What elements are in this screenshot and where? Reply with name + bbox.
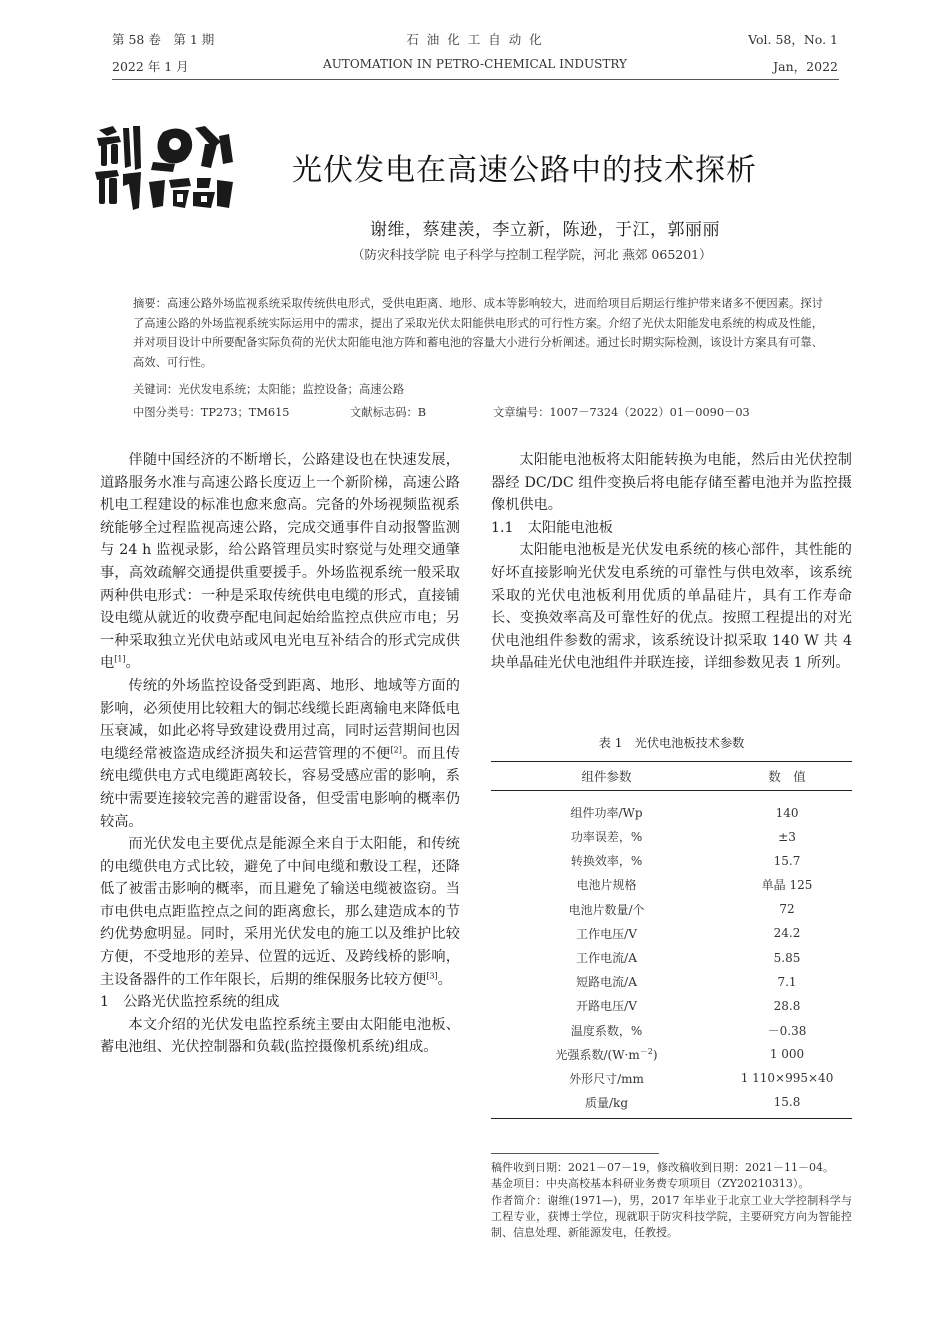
table-cell: 单晶 125 [761, 878, 813, 893]
table-cell: 质量/kg [491, 1091, 722, 1119]
abstract [133, 294, 823, 372]
art-value: 1007－7324（2022）01－0090－03 [549, 406, 750, 419]
doc-label: 文献标志码： [350, 406, 418, 419]
article-title: 光伏发电在高速公路中的技术探析 [292, 153, 757, 188]
author-affiliation: （防灾科技学院 电子科学与控制工程学院，河北 燕郊 065201） [352, 247, 712, 262]
table-caption: 表 1 光伏电池板技术参数 [598, 736, 745, 750]
table-cell [491, 1042, 722, 1066]
header-journal-cn: 石 油 化 工 自 动 化 [406, 32, 544, 47]
table-cell: 140 [775, 805, 799, 820]
footnote-rule [491, 1153, 659, 1154]
document-code [350, 404, 426, 420]
table-row [491, 921, 852, 945]
table-cell: 7.1 [777, 974, 797, 989]
table-cell: 开路电压/V [576, 999, 637, 1014]
table-cell: －0.38 [767, 1023, 807, 1038]
table-header-cell: 组件参数 [491, 762, 722, 791]
table-cell: 72 [779, 902, 795, 917]
table-row [491, 791, 852, 825]
abstract-text: 高速公路外场监视系统采取传统供电形式，受供电距离、地形、成本等影响较大，进而给项目后期运行维护带来诸多不便因素。探讨了高速公路的外场监视系统实际运用中的需求，提出了采取光伏太阳能供电形式的可行性方案。介绍了光伏太阳能发电系统的构成及性能，并对项目设计中所要配备实际负荷的光伏太阳能电池方阵和蓄电池的容量大小进行分析阐述。通过长时期实际检测，该设计方案具有可靠、高效、可行性。 [133, 297, 823, 369]
table-cell: 外形尺寸/mm [569, 1071, 644, 1086]
footnote [491, 1160, 852, 1241]
footnote-author-bio: 作者简介：谢维(1971—)，男，2017 年毕业于北京工业大学控制科学与工程专业，获博士学位，现就职于防灾科技学院，主要研究方向为智能控制、信息处理、新能源发电，任教授。 [491, 1193, 852, 1240]
paragraph [100, 675, 460, 833]
keywords-label: 关键词： [133, 383, 179, 396]
citation: [2] [390, 744, 402, 754]
table-cell: 工作电压/V [576, 926, 637, 941]
table-row [491, 873, 852, 897]
art-label: 文章编号： [493, 406, 550, 419]
paragraph-text: 传统的外场监控设备受到距离、地形、地域等方面的影响，必须使用比较粗大的铜芯线缆长距离输电来降低电压衰减，如此必将导致建设费用过高，同时运营期间也因电缆经常被盗造成经济损失和运营管理的不便 [100, 677, 460, 762]
paragraph [100, 449, 460, 675]
paragraph-end: 。 [125, 655, 140, 672]
table-row [491, 825, 852, 849]
paragraph-text: 而光伏发电主要优点是能源全来自于太阳能，和传统的电缆供电方式比较，避免了中间电缆和敷设工程，还降低了被雷击影响的概率，而且避免了输送电缆被盗窃。当市电供电点距监控点之间的距离愈长，那么建造成本的节约优势愈明显。同时，采用光伏发电的施工以及维护比较方便，不受地形的差异、位置的远近、及跨线桥的影响，主设备器件的工作年限长，后期的维保服务比较方便 [100, 836, 460, 988]
doc-value: B [417, 406, 427, 419]
table-cell: 工作电流/A [576, 951, 637, 966]
table-cell: 1 110×995×40 [740, 1071, 834, 1086]
footnote-received: 稿件收到日期：2021－07－19，修改稿收到日期：2021－11－04。 [491, 1161, 834, 1174]
citation: [1] [114, 654, 126, 664]
table-cell: 5.85 [773, 950, 801, 965]
article-number [493, 404, 750, 420]
logo-calligraphy-strokes [95, 126, 233, 210]
table-row [491, 970, 852, 994]
paragraph-text: 伴随中国经济的不断增长，公路建设也在快速发展，道路服务水准与高速公路长度迈上一个新阶梯，高速公路机电工程建设的标准也愈来愈高。完备的外场视频监视系统能够全过程监视高速公路，完成交通事件自动报警监测与 24 h 监视录影，给公路管理员实时察觉与处理交通肇事，高效疏解交通提供重要援手。外场监视系统一般采取两种供电形式：一种是采取传统供电电缆的形式，直接铺设电缆从就近的收费亭配电间起始给监控点供应市电；另一种采取独立光伏电站或风电光电互补结合的形式完成供电 [100, 452, 460, 672]
table-cell: 电池片数量/个 [568, 902, 645, 917]
column-logo [93, 122, 236, 214]
clc-value: TP273；TM615 [200, 406, 290, 419]
table-row [491, 1042, 852, 1066]
paragraph: 太阳能电池板是光伏发电系统的核心部件，其性能的好坏直接影响光伏发电系统的可靠性与供电效率，该系统采取的光伏电池板利用优质的单晶硅片，具有工作寿命长、变换效率高及可靠性好的优点。按照工程提出的对光伏电池组件参数的需求，该系统设计拟采取 140 W 共 4 块单晶硅光伏电池组件并联连接，详细参数见表 1 所列。 [491, 542, 852, 672]
body-left-column [100, 449, 460, 1059]
clc-label: 中图分类号： [133, 406, 201, 419]
table-row [491, 849, 852, 873]
table-row [491, 1066, 852, 1090]
header-rule [112, 79, 839, 80]
table-cell: 组件功率/Wp [570, 806, 643, 821]
unit-label: 光强系数/(W·m [555, 1047, 640, 1062]
unit-exponent: －2 [639, 1046, 653, 1056]
table-cell: 15.7 [773, 853, 801, 868]
table-cell: 24.2 [773, 926, 801, 941]
table-row [491, 945, 852, 969]
table-header-cell: 数 值 [722, 762, 852, 791]
table-row [491, 1018, 852, 1042]
table-row [491, 897, 852, 921]
header-volume-en: Vol. 58，No. 1 [748, 32, 838, 47]
body-right-column [491, 449, 852, 675]
table-cell: ±3 [778, 829, 796, 844]
unit-close: ) [652, 1047, 658, 1062]
parameter-table [491, 761, 852, 1119]
paragraph: 太阳能电池板将太阳能转换为电能，然后由光伏控制器经 DC/DC 组件变换后将电能存储至蓄电池并为监控摄像机供电。 [491, 452, 852, 514]
table-cell: 28.8 [773, 998, 801, 1013]
section-heading: 1 公路光伏监控系统的组成 [100, 994, 280, 1011]
table-cell: 1 000 [769, 1047, 805, 1062]
header-volume-issue: 第 58 卷 第 1 期 [112, 32, 215, 47]
author-list: 谢维，蔡建羡，李立新，陈逊，于江，郭丽丽 [370, 220, 720, 240]
header-date-cn: 2022 年 1 月 [112, 59, 189, 74]
table-cell: 电池片规格 [576, 878, 637, 893]
paragraph-end: 。而且传统电缆供电方式电缆距离较长，容易受感应雷的影响，系统中需要连接较完善的避雷设备，但受雷电影响的概率仍较高。 [100, 745, 460, 830]
keywords [133, 381, 404, 397]
citation: [3] [426, 970, 438, 980]
header-journal-en: AUTOMATION IN PETRO-CHEMICAL INDUSTRY [323, 57, 627, 71]
table-cell: 转换效率，% [570, 854, 643, 869]
paragraph: 本文介绍的光伏发电监控系统主要由太阳能电池板、蓄电池组、光伏控制器和负载(监控摄像机系统)组成。 [100, 1016, 460, 1056]
clc-number [133, 404, 289, 420]
keywords-text: 光伏发电系统；太阳能；监控设备；高速公路 [178, 383, 405, 396]
table-row [491, 1091, 852, 1119]
table-cell: 短路电流/A [576, 975, 637, 990]
table-row [491, 994, 852, 1018]
table-cell: 15.8 [722, 1091, 852, 1119]
paragraph [100, 833, 460, 991]
table-cell: 温度系数，% [570, 1023, 643, 1038]
footnote-fund: 基金项目：中央高校基本科研业务费专项项目（ZY20210313）。 [491, 1177, 810, 1191]
table-cell: 功率误差，% [570, 830, 643, 845]
subsection-heading: 1.1 太阳能电池板 [491, 519, 613, 536]
abstract-label: 摘要： [133, 297, 167, 310]
header-date-en: Jan，2022 [773, 59, 838, 74]
paragraph-end: 。 [437, 971, 452, 988]
table-header-row [491, 762, 852, 791]
